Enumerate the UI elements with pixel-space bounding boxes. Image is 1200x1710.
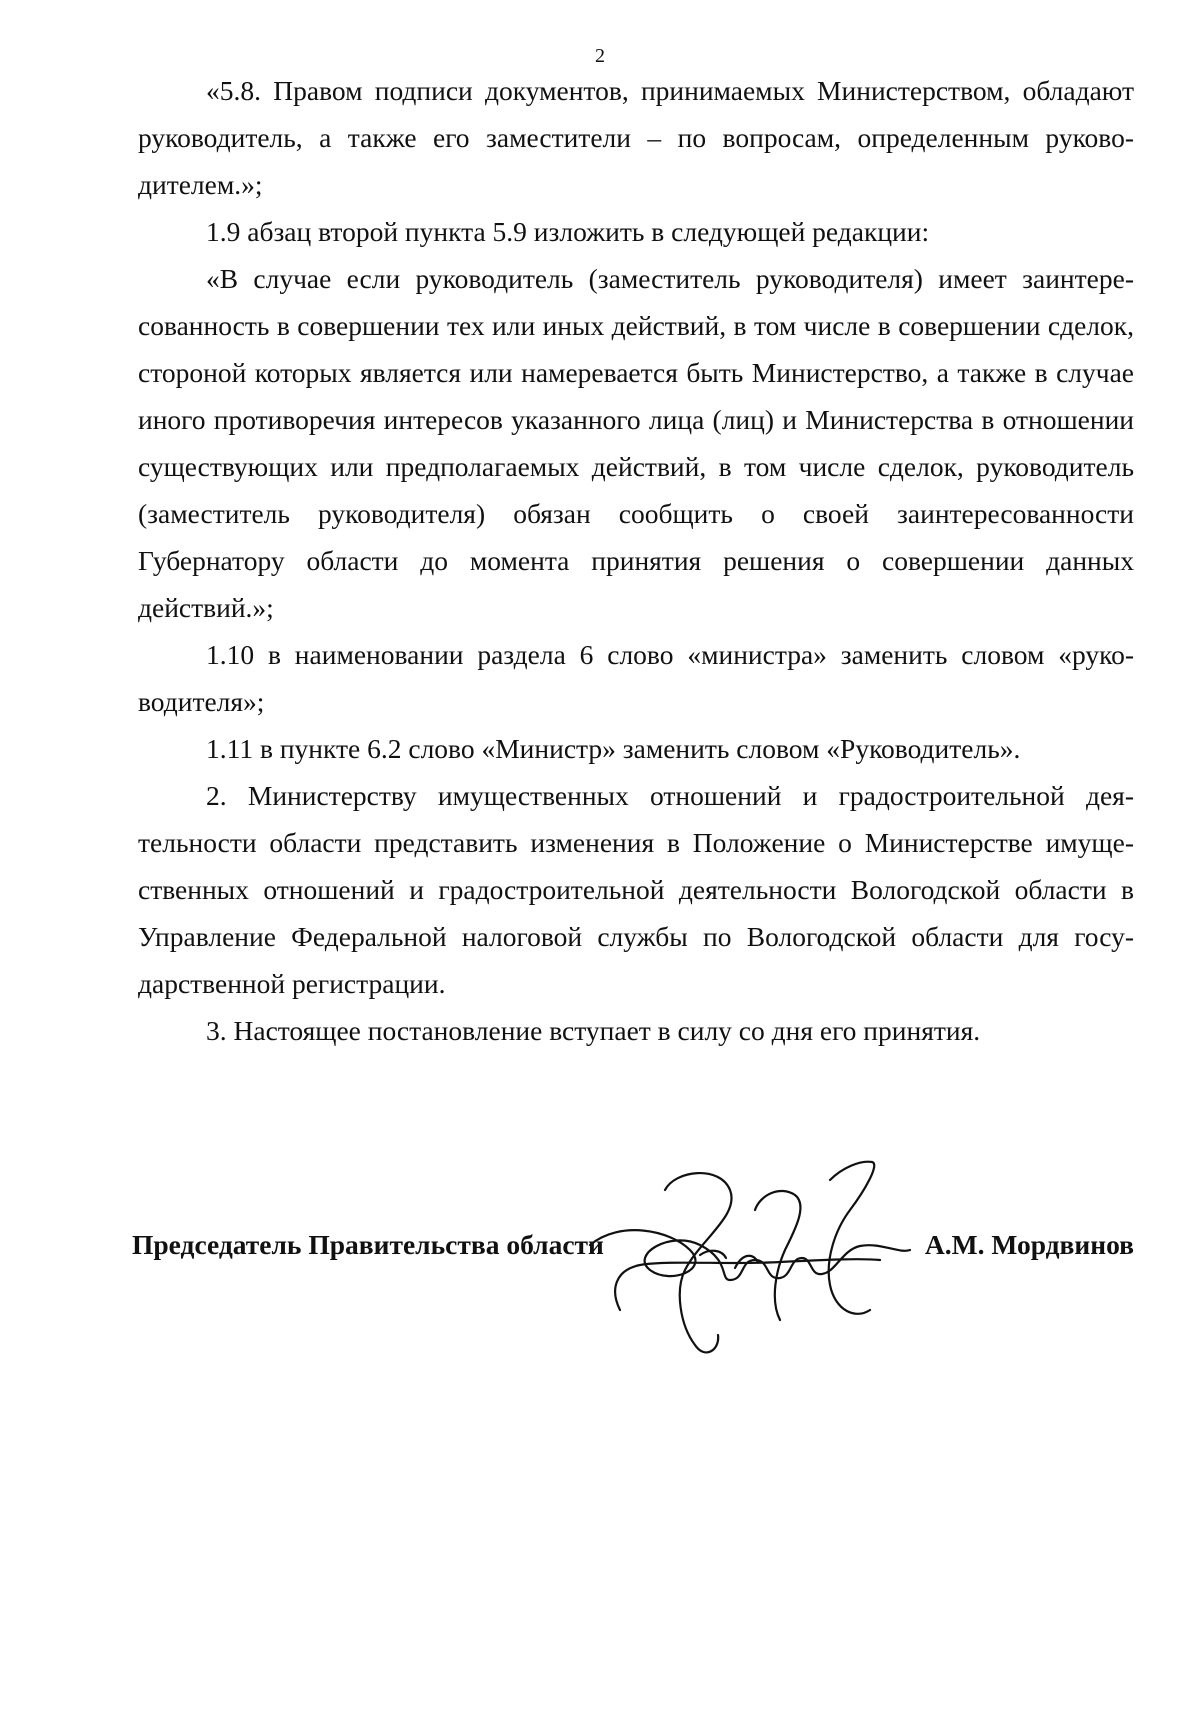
paragraph-2: 2. Министерству имущественных отношений и градостроительной деятельности области представить изменения в Положение о Министерстве имущественных отношений и градостроительной деятельности Вологодской области в Управление Федеральной налоговой службы по Вологодской области для государственной регистрации.	[138, 780, 1134, 999]
paragraph-1-11: 1.11 в пункте 6.2 слово «Министр» заменить словом «Руководитель».	[206, 733, 1021, 764]
signatory-name: А.М. Мордвинов	[924, 1229, 1134, 1260]
paragraph-1-10: 1.10 в наименовании раздела 6 слово «министра» заменить словом «руководителя»;	[138, 639, 1134, 717]
signatory-title: Председатель Правительства области	[132, 1229, 604, 1260]
paragraph-conflict-of-interest: «В случае если руководитель (заместитель руководителя) имеет заинтересованность в совершении тех или иных действий, в том числе в совершении сделок, стороной которых является или намеревается быть Министерство, а также в случае иного противоречия интересов указанного лица (лиц) и Министерства в отношении существующих или предполагаемых действий, в том числе сделок, руководитель (заместитель руководителя) обязан сообщить о своей заинтересованности Губернатору области до момента принятия решения о совершении данных действий.»;	[138, 263, 1134, 623]
paragraph-3: 3. Настоящее постановление вступает в силу со дня его принятия.	[206, 1015, 981, 1046]
handwritten-signature	[580, 1150, 920, 1370]
page-number: 2	[595, 45, 605, 67]
paragraph-1-9: 1.9 абзац второй пункта 5.9 изложить в следующей редакции:	[206, 216, 930, 247]
document-body	[138, 67, 1134, 1054]
paragraph-5-8: «5.8. Правом подписи документов, принимаемых Министерством, обладают руководитель, а также его заместители – по вопросам, определенным руководителем.»;	[138, 75, 1134, 200]
